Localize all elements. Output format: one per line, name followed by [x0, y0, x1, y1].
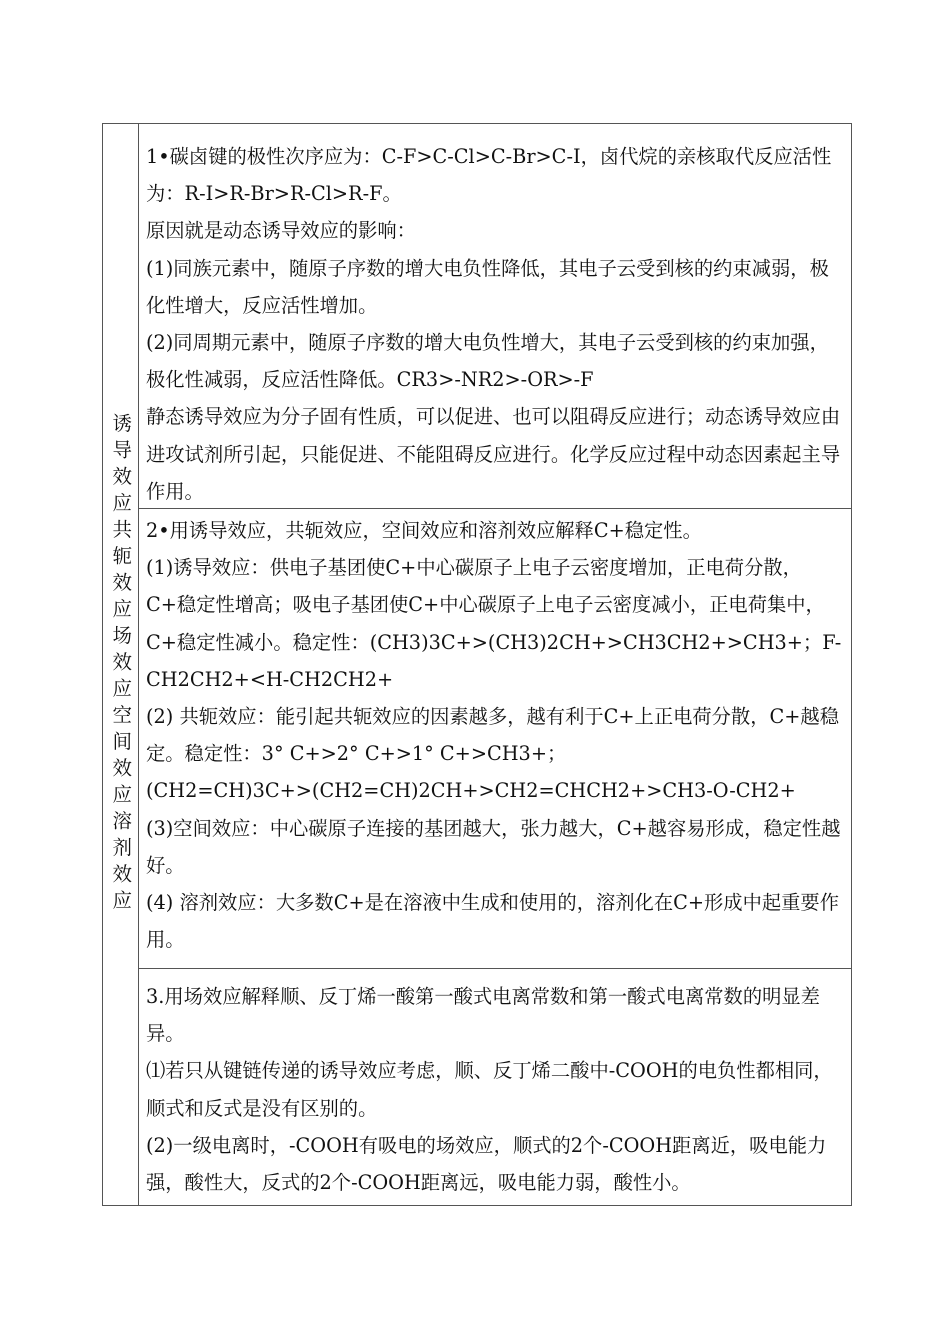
section-2-paragraph: (1)诱导效应：供电子基团使C+中心碳原子上电子云密度增加，正电荷分散，C+稳定性增高；吸电子基团使C+中心碳原子上电子云密度减小，正电荷集中，C+稳定性减小。稳定性：(CH3)3C+>(CH3)2CH+>CH3CH2+>CH3+；F-CH2CH2+<H-CH2CH2+: [146, 556, 842, 691]
section-2-paragraph: (4) 溶剂效应：大多数C+是在溶液中生成和使用的，溶剂化在C+形成中起重要作用。: [146, 891, 839, 952]
section-1-paragraph: (2)同周期元素中，随原子序数的增大电负性增大，其电子云受到核的约束加强，极化性减弱，反应活性降低。CR3>-NR2>-OR>-F: [146, 331, 829, 392]
side-label: 诱导效应共轭效应场效应空间效应溶剂效应: [109, 412, 133, 917]
section-2-paragraph: (2) 共轭效应：能引起共轭效应的因素越多，越有利于C+上正电荷分散，C+越稳定。稳定性：3° C+>2° C+>1° C+>CH3+；: [146, 705, 839, 766]
section-1-cell: [139, 124, 851, 509]
section-2-paragraph: (CH2=CH)3C+>(CH2=CH)2CH+>CH2=CHCH2+>CH3-O-CH2+: [146, 779, 796, 803]
section-3-paragraph: 3.用场效应解释顺、反丁烯一酸第一酸式电离常数和第一酸式电离常数的明显差异。: [146, 985, 820, 1046]
section-1-paragraph: (1)同族元素中，随原子序数的增大电负性降低，其电子云受到核的约束减弱，极化性增大，反应活性增加。: [146, 256, 829, 317]
section-2-paragraph: (3)空间效应：中心碳原子连接的基团越大，张力越大，C+越容易形成，稳定性越好。: [146, 816, 841, 877]
main-column: [139, 124, 851, 1205]
section-2-cell: [139, 509, 851, 969]
section-2-paragraph: 2•用诱导效应，共轭效应，空间效应和溶剂效应解释C+稳定性。: [146, 519, 702, 542]
section-1-paragraph: 原因就是动态诱导效应的影响：: [146, 219, 416, 243]
content-table: [102, 123, 852, 1206]
section-1-paragraph: 静态诱导效应为分子固有性质，可以促进、也可以阻碍反应进行；动态诱导效应由进攻试剂所引起，只能促进、不能阻碍反应进行。化学反应过程中动态因素起主导作用。: [146, 405, 841, 503]
section-3-paragraph: ⑴若只从键链传递的诱导效应考虑，顺、反丁烯二酸中-COOH的电负性都相同，顺式和反式是没有区别的。: [146, 1059, 833, 1120]
side-label-cell: [103, 124, 139, 1205]
section-3-paragraph: (2)一级电离时，-COOH有吸电的场效应，顺式的2个-COOH距离近，吸电能力强，酸性大，反式的2个-COOH距离远，吸电能力弱，酸性小。: [146, 1133, 827, 1195]
section-3-cell: [139, 969, 851, 1205]
section-1-paragraph: 1•碳卤键的极性次序应为：C-F>C-Cl>C-Br>C-I，卤代烷的亲核取代反应活性为：R-I>R-Br>R-Cl>R-F。: [146, 145, 832, 206]
